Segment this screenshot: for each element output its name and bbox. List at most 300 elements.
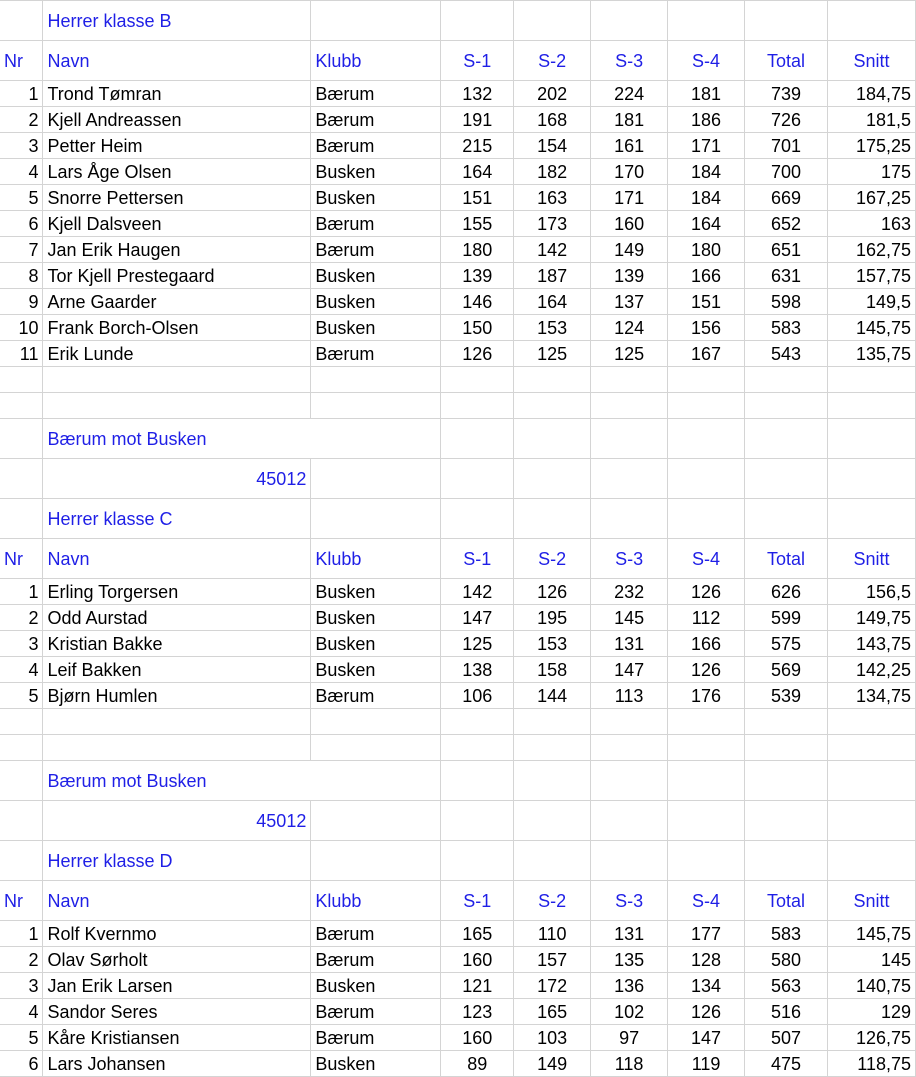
cell-club[interactable]: Bærum	[311, 133, 441, 159]
empty-cell[interactable]	[827, 801, 915, 841]
cell-s2[interactable]: 153	[514, 315, 591, 341]
cell-total[interactable]: 507	[745, 1025, 828, 1051]
empty-cell[interactable]	[441, 367, 514, 393]
cell-name[interactable]: Jan Erik Larsen	[43, 973, 311, 999]
cell-avg[interactable]: 149,5	[827, 289, 915, 315]
cell-total[interactable]: 475	[745, 1051, 828, 1077]
cell-total[interactable]: 652	[745, 211, 828, 237]
cell-s3[interactable]: 147	[591, 657, 668, 683]
empty-cell[interactable]	[591, 367, 668, 393]
empty-cell[interactable]	[827, 459, 915, 499]
cell-nr[interactable]: 7	[0, 237, 43, 263]
empty-cell[interactable]	[441, 1, 514, 41]
cell-nr[interactable]: 3	[0, 973, 43, 999]
empty-cell[interactable]	[591, 393, 668, 419]
cell-name[interactable]: Tor Kjell Prestegaard	[43, 263, 311, 289]
empty-cell[interactable]	[311, 393, 441, 419]
cell-s2[interactable]: 202	[514, 81, 591, 107]
cell-avg[interactable]: 175,25	[827, 133, 915, 159]
cell-s4[interactable]: 156	[668, 315, 745, 341]
cell-s1[interactable]: 123	[441, 999, 514, 1025]
cell-s3[interactable]: 160	[591, 211, 668, 237]
cell-nr[interactable]: 3	[0, 631, 43, 657]
empty-cell[interactable]	[514, 1, 591, 41]
cell-club[interactable]: Bærum	[311, 107, 441, 133]
cell-s2[interactable]: 187	[514, 263, 591, 289]
empty-cell[interactable]	[827, 367, 915, 393]
header-club[interactable]: Klubb	[311, 41, 441, 81]
cell-s4[interactable]: 128	[668, 947, 745, 973]
empty-cell[interactable]	[43, 393, 311, 419]
cell-avg[interactable]: 163	[827, 211, 915, 237]
empty-cell[interactable]	[441, 735, 514, 761]
empty-cell[interactable]	[591, 841, 668, 881]
cell-s3[interactable]: 102	[591, 999, 668, 1025]
cell-avg[interactable]: 145,75	[827, 921, 915, 947]
empty-cell[interactable]	[441, 499, 514, 539]
match-date[interactable]: 45012	[43, 801, 311, 841]
cell-club[interactable]: Bærum	[311, 921, 441, 947]
cell-s4[interactable]: 126	[668, 999, 745, 1025]
empty-cell[interactable]	[745, 709, 828, 735]
cell-avg[interactable]: 181,5	[827, 107, 915, 133]
header-avg[interactable]: Snitt	[827, 881, 915, 921]
cell-club[interactable]: Bærum	[311, 237, 441, 263]
empty-cell[interactable]	[441, 419, 514, 459]
cell-s1[interactable]: 160	[441, 1025, 514, 1051]
cell-s3[interactable]: 113	[591, 683, 668, 709]
cell-s2[interactable]: 126	[514, 579, 591, 605]
empty-cell[interactable]	[668, 801, 745, 841]
cell-club[interactable]: Busken	[311, 579, 441, 605]
cell-total[interactable]: 651	[745, 237, 828, 263]
cell-name[interactable]: Rolf Kvernmo	[43, 921, 311, 947]
empty-cell[interactable]	[668, 735, 745, 761]
empty-cell[interactable]	[668, 761, 745, 801]
header-nr[interactable]: Nr	[0, 41, 43, 81]
empty-cell[interactable]	[745, 419, 828, 459]
cell-s1[interactable]: 142	[441, 579, 514, 605]
empty-cell[interactable]	[311, 459, 441, 499]
empty-cell[interactable]	[668, 499, 745, 539]
empty-cell[interactable]	[745, 735, 828, 761]
empty-cell[interactable]	[827, 499, 915, 539]
cell-s1[interactable]: 180	[441, 237, 514, 263]
empty-cell[interactable]	[514, 761, 591, 801]
cell-s3[interactable]: 97	[591, 1025, 668, 1051]
cell-name[interactable]: Arne Gaarder	[43, 289, 311, 315]
cell-name[interactable]: Trond Tømran	[43, 81, 311, 107]
empty-cell[interactable]	[745, 761, 828, 801]
empty-cell[interactable]	[0, 841, 43, 881]
cell-s3[interactable]: 232	[591, 579, 668, 605]
empty-cell[interactable]	[311, 1, 441, 41]
cell-nr[interactable]: 2	[0, 605, 43, 631]
cell-avg[interactable]: 134,75	[827, 683, 915, 709]
cell-s2[interactable]: 182	[514, 159, 591, 185]
cell-s2[interactable]: 144	[514, 683, 591, 709]
cell-s3[interactable]: 124	[591, 315, 668, 341]
section-title[interactable]: Herrer klasse D	[43, 841, 311, 881]
cell-club[interactable]: Bærum	[311, 999, 441, 1025]
cell-s3[interactable]: 170	[591, 159, 668, 185]
header-total[interactable]: Total	[745, 539, 828, 579]
empty-cell[interactable]	[827, 761, 915, 801]
cell-name[interactable]: Kjell Dalsveen	[43, 211, 311, 237]
cell-nr[interactable]: 5	[0, 185, 43, 211]
empty-cell[interactable]	[591, 419, 668, 459]
header-s2[interactable]: S-2	[514, 881, 591, 921]
cell-s2[interactable]: 163	[514, 185, 591, 211]
empty-cell[interactable]	[311, 841, 441, 881]
header-avg[interactable]: Snitt	[827, 41, 915, 81]
cell-s2[interactable]: 173	[514, 211, 591, 237]
cell-s1[interactable]: 151	[441, 185, 514, 211]
empty-cell[interactable]	[745, 801, 828, 841]
cell-s4[interactable]: 184	[668, 159, 745, 185]
empty-cell[interactable]	[591, 735, 668, 761]
empty-cell[interactable]	[668, 1, 745, 41]
cell-club[interactable]: Busken	[311, 289, 441, 315]
cell-club[interactable]: Busken	[311, 631, 441, 657]
empty-cell[interactable]	[745, 367, 828, 393]
cell-s3[interactable]: 139	[591, 263, 668, 289]
cell-club[interactable]: Busken	[311, 263, 441, 289]
cell-avg[interactable]: 175	[827, 159, 915, 185]
cell-name[interactable]: Frank Borch-Olsen	[43, 315, 311, 341]
cell-s3[interactable]: 224	[591, 81, 668, 107]
cell-total[interactable]: 631	[745, 263, 828, 289]
empty-cell[interactable]	[311, 367, 441, 393]
cell-s4[interactable]: 166	[668, 631, 745, 657]
empty-cell[interactable]	[827, 393, 915, 419]
cell-club[interactable]: Busken	[311, 185, 441, 211]
empty-cell[interactable]	[668, 367, 745, 393]
empty-cell[interactable]	[514, 709, 591, 735]
header-s3[interactable]: S-3	[591, 41, 668, 81]
empty-cell[interactable]	[668, 459, 745, 499]
empty-cell[interactable]	[311, 735, 441, 761]
cell-avg[interactable]: 184,75	[827, 81, 915, 107]
cell-s1[interactable]: 139	[441, 263, 514, 289]
cell-name[interactable]: Erling Torgersen	[43, 579, 311, 605]
empty-cell[interactable]	[745, 841, 828, 881]
cell-total[interactable]: 726	[745, 107, 828, 133]
cell-s3[interactable]: 161	[591, 133, 668, 159]
empty-cell[interactable]	[745, 459, 828, 499]
match-title[interactable]: Bærum mot Busken	[43, 419, 441, 459]
cell-name[interactable]: Sandor Seres	[43, 999, 311, 1025]
empty-cell[interactable]	[591, 761, 668, 801]
cell-s3[interactable]: 171	[591, 185, 668, 211]
cell-s3[interactable]: 137	[591, 289, 668, 315]
header-s4[interactable]: S-4	[668, 881, 745, 921]
empty-cell[interactable]	[668, 709, 745, 735]
cell-s1[interactable]: 164	[441, 159, 514, 185]
cell-s1[interactable]: 147	[441, 605, 514, 631]
cell-club[interactable]: Busken	[311, 657, 441, 683]
cell-s2[interactable]: 158	[514, 657, 591, 683]
cell-s2[interactable]: 110	[514, 921, 591, 947]
cell-name[interactable]: Kjell Andreassen	[43, 107, 311, 133]
cell-name[interactable]: Leif Bakken	[43, 657, 311, 683]
empty-cell[interactable]	[668, 393, 745, 419]
empty-cell[interactable]	[0, 735, 43, 761]
cell-s1[interactable]: 160	[441, 947, 514, 973]
cell-club[interactable]: Bærum	[311, 947, 441, 973]
cell-s3[interactable]: 145	[591, 605, 668, 631]
cell-nr[interactable]: 8	[0, 263, 43, 289]
header-s2[interactable]: S-2	[514, 539, 591, 579]
empty-cell[interactable]	[591, 709, 668, 735]
cell-s4[interactable]: 166	[668, 263, 745, 289]
cell-nr[interactable]: 10	[0, 315, 43, 341]
empty-cell[interactable]	[591, 499, 668, 539]
cell-total[interactable]: 599	[745, 605, 828, 631]
header-nr[interactable]: Nr	[0, 539, 43, 579]
empty-cell[interactable]	[745, 393, 828, 419]
empty-cell[interactable]	[591, 459, 668, 499]
cell-name[interactable]: Petter Heim	[43, 133, 311, 159]
cell-s2[interactable]: 149	[514, 1051, 591, 1077]
cell-s4[interactable]: 126	[668, 657, 745, 683]
empty-cell[interactable]	[0, 801, 43, 841]
cell-club[interactable]: Busken	[311, 315, 441, 341]
cell-total[interactable]: 701	[745, 133, 828, 159]
cell-avg[interactable]: 118,75	[827, 1051, 915, 1077]
header-s4[interactable]: S-4	[668, 41, 745, 81]
cell-club[interactable]: Busken	[311, 1051, 441, 1077]
empty-cell[interactable]	[514, 801, 591, 841]
cell-s1[interactable]: 138	[441, 657, 514, 683]
cell-avg[interactable]: 135,75	[827, 341, 915, 367]
header-club[interactable]: Klubb	[311, 881, 441, 921]
empty-cell[interactable]	[441, 761, 514, 801]
cell-s4[interactable]: 126	[668, 579, 745, 605]
cell-s4[interactable]: 181	[668, 81, 745, 107]
cell-s4[interactable]: 167	[668, 341, 745, 367]
cell-s1[interactable]: 126	[441, 341, 514, 367]
empty-cell[interactable]	[514, 419, 591, 459]
empty-cell[interactable]	[514, 841, 591, 881]
header-s1[interactable]: S-1	[441, 539, 514, 579]
cell-s1[interactable]: 132	[441, 81, 514, 107]
empty-cell[interactable]	[827, 709, 915, 735]
cell-s2[interactable]: 157	[514, 947, 591, 973]
cell-s2[interactable]: 168	[514, 107, 591, 133]
cell-nr[interactable]: 2	[0, 107, 43, 133]
header-name[interactable]: Navn	[43, 881, 311, 921]
empty-cell[interactable]	[43, 735, 311, 761]
cell-s1[interactable]: 150	[441, 315, 514, 341]
cell-name[interactable]: Odd Aurstad	[43, 605, 311, 631]
cell-nr[interactable]: 4	[0, 159, 43, 185]
header-name[interactable]: Navn	[43, 41, 311, 81]
cell-avg[interactable]: 162,75	[827, 237, 915, 263]
cell-s1[interactable]: 146	[441, 289, 514, 315]
cell-s4[interactable]: 180	[668, 237, 745, 263]
empty-cell[interactable]	[0, 709, 43, 735]
cell-nr[interactable]: 2	[0, 947, 43, 973]
cell-total[interactable]: 575	[745, 631, 828, 657]
empty-cell[interactable]	[0, 459, 43, 499]
cell-name[interactable]: Bjørn Humlen	[43, 683, 311, 709]
cell-s1[interactable]: 165	[441, 921, 514, 947]
cell-s1[interactable]: 215	[441, 133, 514, 159]
cell-nr[interactable]: 9	[0, 289, 43, 315]
cell-avg[interactable]: 145,75	[827, 315, 915, 341]
empty-cell[interactable]	[43, 367, 311, 393]
cell-total[interactable]: 569	[745, 657, 828, 683]
cell-avg[interactable]: 126,75	[827, 1025, 915, 1051]
empty-cell[interactable]	[0, 419, 43, 459]
empty-cell[interactable]	[0, 499, 43, 539]
cell-total[interactable]: 626	[745, 579, 828, 605]
cell-club[interactable]: Bærum	[311, 1025, 441, 1051]
cell-s4[interactable]: 151	[668, 289, 745, 315]
cell-avg[interactable]: 142,25	[827, 657, 915, 683]
cell-club[interactable]: Bærum	[311, 683, 441, 709]
match-title[interactable]: Bærum mot Busken	[43, 761, 441, 801]
cell-s4[interactable]: 147	[668, 1025, 745, 1051]
cell-nr[interactable]: 1	[0, 81, 43, 107]
empty-cell[interactable]	[827, 841, 915, 881]
cell-s4[interactable]: 134	[668, 973, 745, 999]
cell-nr[interactable]: 4	[0, 999, 43, 1025]
cell-nr[interactable]: 1	[0, 579, 43, 605]
cell-nr[interactable]: 5	[0, 683, 43, 709]
cell-s4[interactable]: 164	[668, 211, 745, 237]
cell-nr[interactable]: 3	[0, 133, 43, 159]
empty-cell[interactable]	[0, 1, 43, 41]
cell-avg[interactable]: 129	[827, 999, 915, 1025]
empty-cell[interactable]	[514, 499, 591, 539]
header-name[interactable]: Navn	[43, 539, 311, 579]
section-title[interactable]: Herrer klasse C	[43, 499, 311, 539]
cell-s3[interactable]: 125	[591, 341, 668, 367]
match-date[interactable]: 45012	[43, 459, 311, 499]
cell-avg[interactable]: 167,25	[827, 185, 915, 211]
cell-s4[interactable]: 171	[668, 133, 745, 159]
cell-s4[interactable]: 177	[668, 921, 745, 947]
empty-cell[interactable]	[441, 841, 514, 881]
cell-s3[interactable]: 131	[591, 631, 668, 657]
cell-s3[interactable]: 131	[591, 921, 668, 947]
cell-name[interactable]: Lars Åge Olsen	[43, 159, 311, 185]
header-avg[interactable]: Snitt	[827, 539, 915, 579]
empty-cell[interactable]	[827, 735, 915, 761]
cell-nr[interactable]: 6	[0, 211, 43, 237]
empty-cell[interactable]	[441, 459, 514, 499]
empty-cell[interactable]	[514, 459, 591, 499]
cell-name[interactable]: Kristian Bakke	[43, 631, 311, 657]
empty-cell[interactable]	[514, 393, 591, 419]
header-total[interactable]: Total	[745, 41, 828, 81]
cell-total[interactable]: 598	[745, 289, 828, 315]
empty-cell[interactable]	[43, 709, 311, 735]
cell-s2[interactable]: 153	[514, 631, 591, 657]
header-s3[interactable]: S-3	[591, 881, 668, 921]
cell-club[interactable]: Bærum	[311, 81, 441, 107]
section-title[interactable]: Herrer klasse B	[43, 1, 311, 41]
cell-total[interactable]: 669	[745, 185, 828, 211]
empty-cell[interactable]	[0, 761, 43, 801]
empty-cell[interactable]	[441, 393, 514, 419]
empty-cell[interactable]	[441, 709, 514, 735]
empty-cell[interactable]	[745, 499, 828, 539]
cell-avg[interactable]: 149,75	[827, 605, 915, 631]
empty-cell[interactable]	[514, 367, 591, 393]
cell-s2[interactable]: 164	[514, 289, 591, 315]
cell-s1[interactable]: 89	[441, 1051, 514, 1077]
header-s3[interactable]: S-3	[591, 539, 668, 579]
cell-club[interactable]: Bærum	[311, 341, 441, 367]
cell-total[interactable]: 583	[745, 921, 828, 947]
cell-total[interactable]: 543	[745, 341, 828, 367]
cell-s1[interactable]: 106	[441, 683, 514, 709]
cell-nr[interactable]: 11	[0, 341, 43, 367]
cell-total[interactable]: 583	[745, 315, 828, 341]
header-s4[interactable]: S-4	[668, 539, 745, 579]
cell-name[interactable]: Erik Lunde	[43, 341, 311, 367]
cell-club[interactable]: Busken	[311, 605, 441, 631]
empty-cell[interactable]	[827, 419, 915, 459]
cell-club[interactable]: Busken	[311, 159, 441, 185]
header-nr[interactable]: Nr	[0, 881, 43, 921]
empty-cell[interactable]	[311, 709, 441, 735]
cell-s4[interactable]: 119	[668, 1051, 745, 1077]
cell-total[interactable]: 563	[745, 973, 828, 999]
header-total[interactable]: Total	[745, 881, 828, 921]
cell-avg[interactable]: 156,5	[827, 579, 915, 605]
cell-nr[interactable]: 6	[0, 1051, 43, 1077]
cell-s2[interactable]: 154	[514, 133, 591, 159]
empty-cell[interactable]	[591, 801, 668, 841]
empty-cell[interactable]	[591, 1, 668, 41]
cell-nr[interactable]: 4	[0, 657, 43, 683]
cell-avg[interactable]: 145	[827, 947, 915, 973]
cell-s1[interactable]: 125	[441, 631, 514, 657]
empty-cell[interactable]	[311, 499, 441, 539]
cell-total[interactable]: 739	[745, 81, 828, 107]
empty-cell[interactable]	[0, 367, 43, 393]
cell-s1[interactable]: 155	[441, 211, 514, 237]
cell-club[interactable]: Bærum	[311, 211, 441, 237]
empty-cell[interactable]	[441, 801, 514, 841]
cell-s1[interactable]: 191	[441, 107, 514, 133]
cell-name[interactable]: Lars Johansen	[43, 1051, 311, 1077]
empty-cell[interactable]	[311, 801, 441, 841]
cell-total[interactable]: 580	[745, 947, 828, 973]
cell-total[interactable]: 539	[745, 683, 828, 709]
cell-s4[interactable]: 112	[668, 605, 745, 631]
cell-s3[interactable]: 149	[591, 237, 668, 263]
cell-s2[interactable]: 125	[514, 341, 591, 367]
cell-s3[interactable]: 135	[591, 947, 668, 973]
cell-name[interactable]: Snorre Pettersen	[43, 185, 311, 211]
cell-s2[interactable]: 103	[514, 1025, 591, 1051]
cell-avg[interactable]: 143,75	[827, 631, 915, 657]
cell-s4[interactable]: 176	[668, 683, 745, 709]
cell-avg[interactable]: 157,75	[827, 263, 915, 289]
cell-name[interactable]: Kåre Kristiansen	[43, 1025, 311, 1051]
empty-cell[interactable]	[827, 1, 915, 41]
cell-s2[interactable]: 142	[514, 237, 591, 263]
empty-cell[interactable]	[514, 735, 591, 761]
cell-s3[interactable]: 181	[591, 107, 668, 133]
cell-s3[interactable]: 136	[591, 973, 668, 999]
cell-s4[interactable]: 186	[668, 107, 745, 133]
